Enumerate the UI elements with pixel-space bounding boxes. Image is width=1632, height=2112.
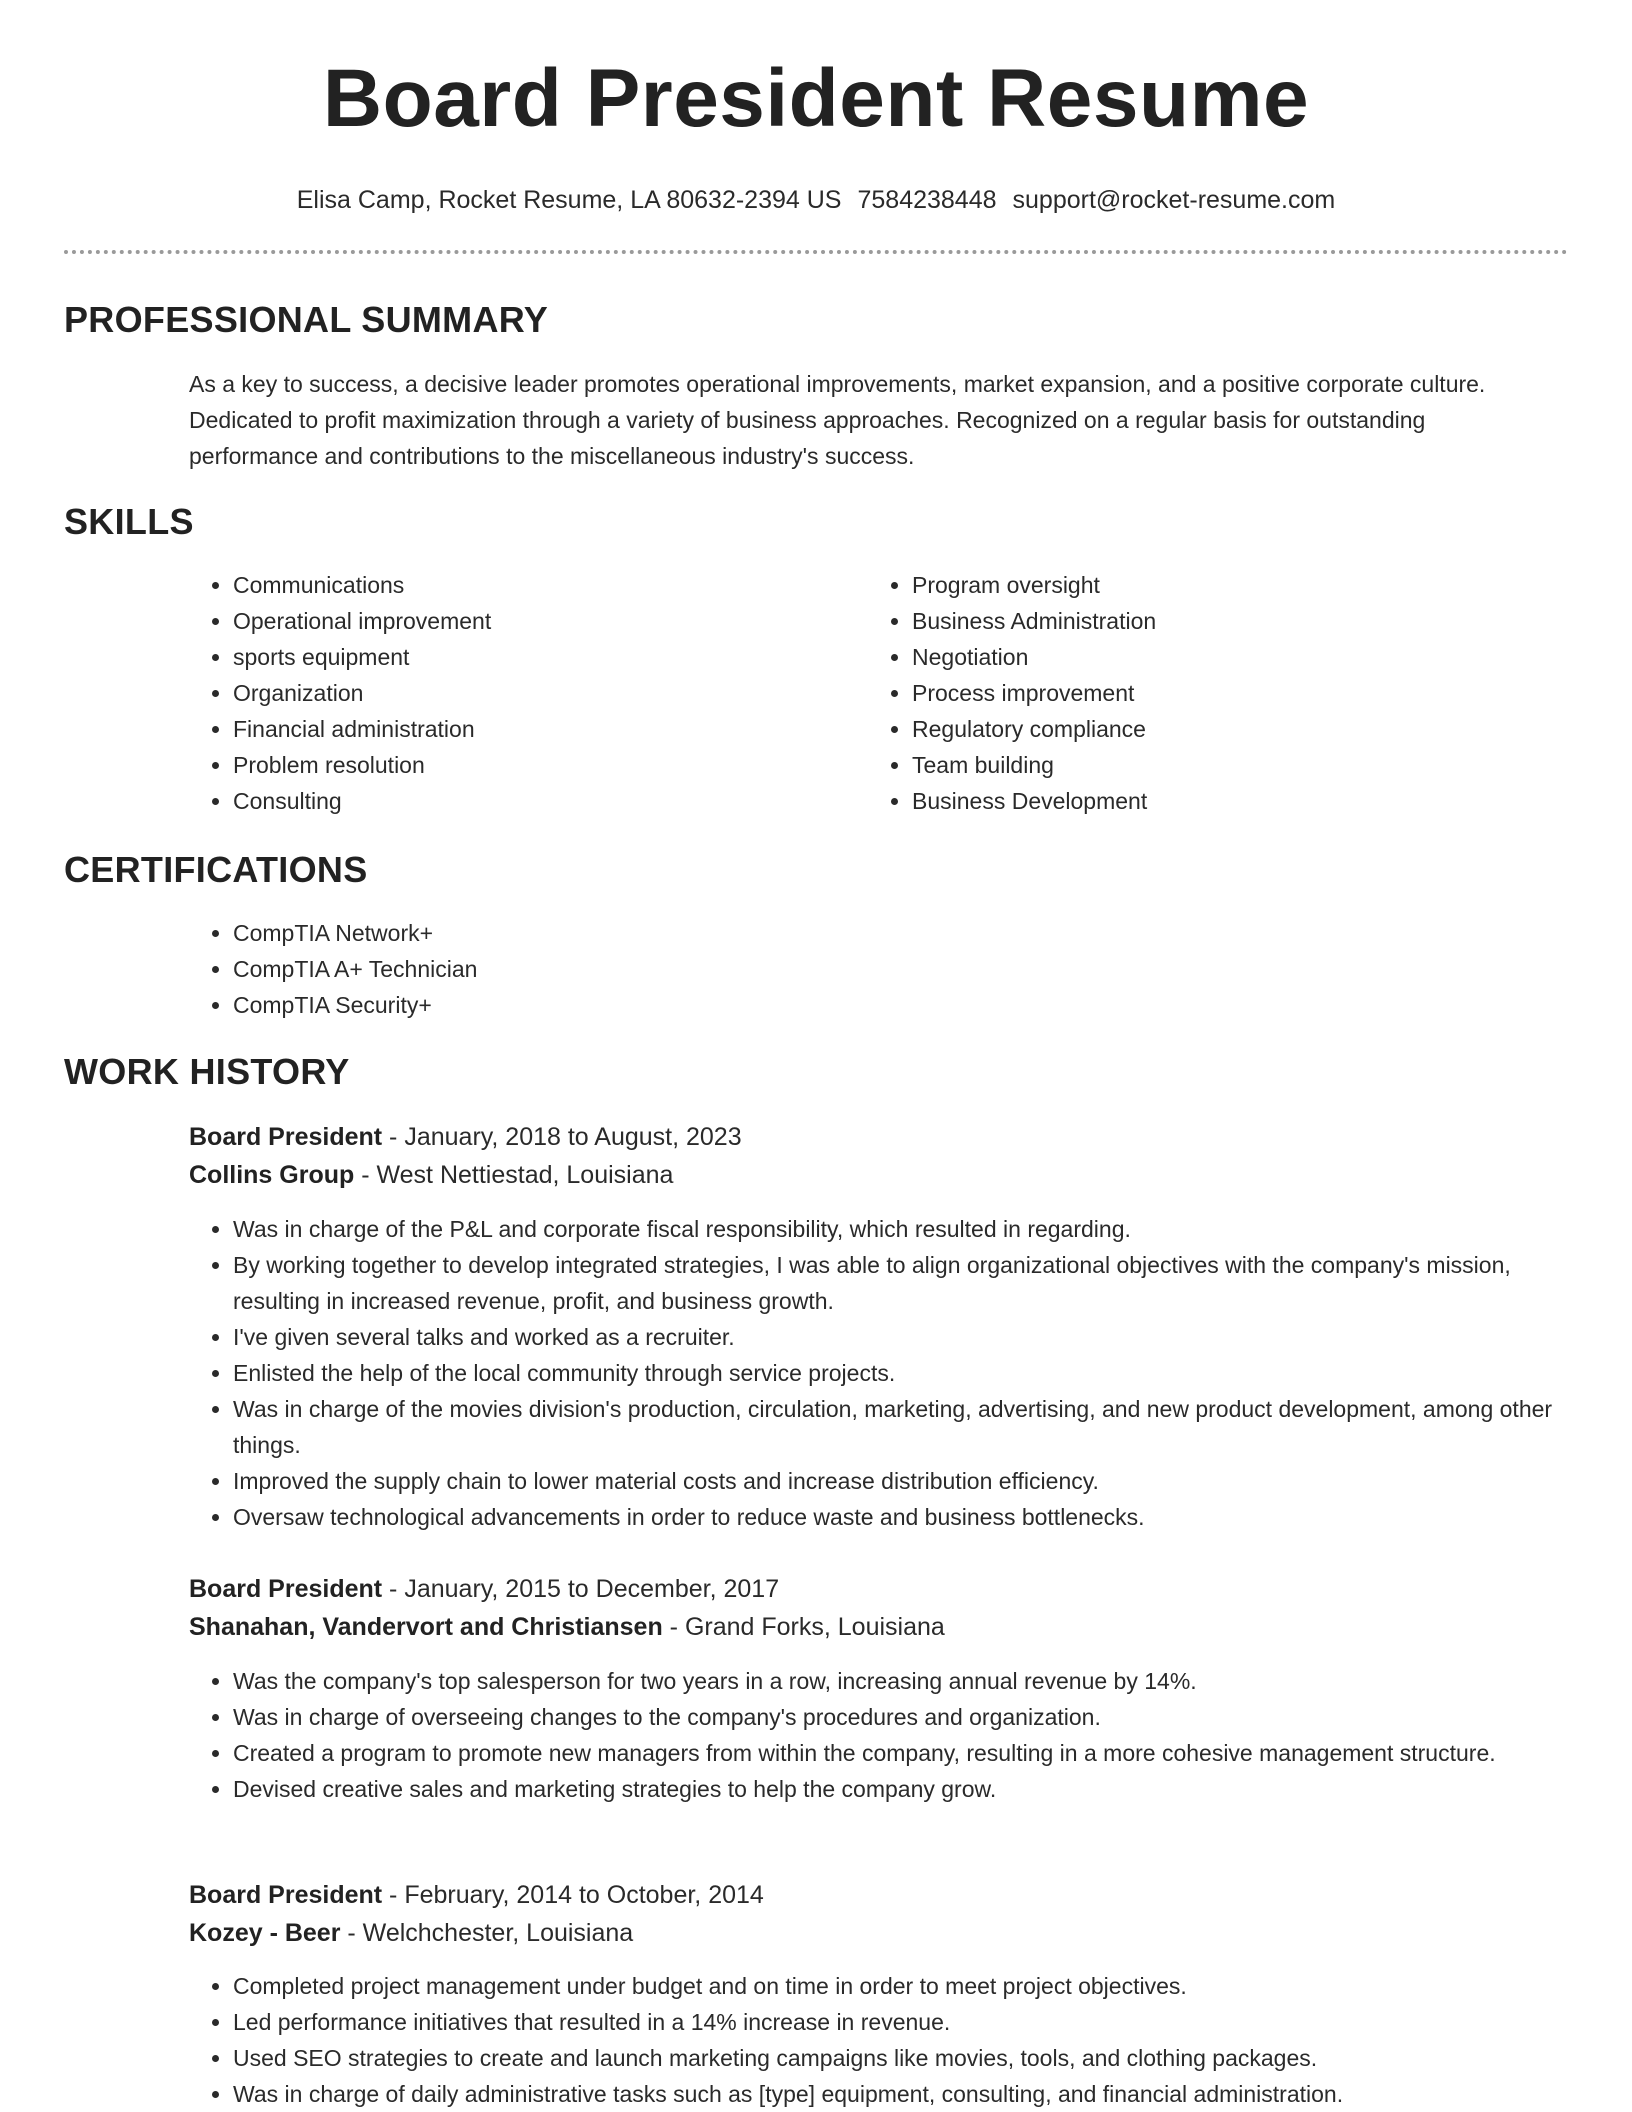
list-item: • Business Development	[912, 783, 1512, 819]
job-title-line	[189, 1118, 742, 1156]
resume-title: Board President Resume	[322, 53, 1310, 144]
list-item: • Communications	[233, 567, 813, 603]
list-item: • Used SEO strategies to create and launch marketing campaigns like movies, tools, and clothing packages.	[233, 2040, 1613, 2076]
skills-list-right	[868, 567, 1512, 819]
list-item: • Process improvement	[912, 675, 1512, 711]
job-role: Board President	[189, 1123, 383, 1151]
certifications-heading: CERTIFICATIONS	[64, 849, 368, 890]
contact-address: Elisa Camp, Rocket Resume, LA 80632-2394 US	[296, 186, 842, 214]
list-item: • Improved the supply chain to lower material costs and increase distribution efficiency.	[233, 1463, 1593, 1499]
contact-line	[0, 182, 1632, 218]
list-item: • Oversaw technological advancements in order to reduce waste and business bottlenecks.	[233, 1499, 1593, 1535]
job-dates: - January, 2018 to August, 2023	[382, 1123, 742, 1151]
list-item: • CompTIA A+ Technician	[233, 951, 1033, 987]
job-company-line	[189, 1608, 945, 1646]
job-company-line	[189, 1914, 633, 1952]
job-title-line	[189, 1570, 779, 1608]
list-item: • Program oversight	[912, 567, 1512, 603]
list-item: • sports equipment	[233, 639, 813, 675]
job-company: Shanahan, Vandervort and Christiansen	[189, 1613, 663, 1641]
job-location: - Grand Forks, Louisiana	[662, 1613, 945, 1641]
job-company-line	[189, 1156, 673, 1194]
list-item: • Created a program to promote new managers from within the company, resulting in a more cohesive management structure.	[233, 1735, 1593, 1771]
job-role: Board President	[189, 1575, 383, 1603]
list-item: • Was in charge of daily administrative tasks such as [type] equipment, consulting, and financial administration.	[233, 2076, 1613, 2112]
job-bullets	[189, 1968, 1613, 2112]
list-item: • Team building	[912, 747, 1512, 783]
list-item: • Organization	[233, 675, 813, 711]
job-location: - West Nettiestad, Louisiana	[354, 1161, 674, 1189]
list-item: • Devised creative sales and marketing strategies to help the company grow.	[233, 1771, 1593, 1807]
list-item: • By working together to develop integrated strategies, I was able to align organizational objectives with the company's mission, resulting in increased revenue, profit, and business growth.	[233, 1247, 1593, 1319]
job-company: Kozey - Beer	[189, 1919, 341, 1947]
list-item: • Led performance initiatives that resulted in a 14% increase in revenue.	[233, 2004, 1613, 2040]
list-item: • Consulting	[233, 783, 813, 819]
list-item: • I've given several talks and worked as a recruiter.	[233, 1319, 1593, 1355]
skills-heading: SKILLS	[64, 501, 194, 542]
list-item: • Was in charge of the movies division's production, circulation, marketing, advertising, and new product development, among other things.	[233, 1391, 1593, 1463]
header-divider	[64, 250, 1568, 254]
list-item: • Enlisted the help of the local community through service projects.	[233, 1355, 1593, 1391]
summary-text: As a key to success, a decisive leader promotes operational improvements, market expansion, and a positive corporate culture. Dedicated to profit maximization through a variety of business approaches. Recognized on a regular basis for outstanding performance and contributions to the miscellaneous industry's success.	[189, 371, 1486, 469]
work-history-heading: WORK HISTORY	[64, 1051, 350, 1092]
list-item: • Completed project management under budget and on time in order to meet project objectives.	[233, 1968, 1613, 2004]
job-location: - Welchchester, Louisiana	[340, 1919, 634, 1947]
list-item: • CompTIA Network+	[233, 915, 1033, 951]
job-title-line	[189, 1876, 764, 1914]
contact-phone: 7584238448	[857, 186, 997, 214]
list-item: • Problem resolution	[233, 747, 813, 783]
job-bullets	[189, 1663, 1593, 1807]
job-role: Board President	[189, 1881, 383, 1909]
list-item: • Operational improvement	[233, 603, 813, 639]
summary-heading: PROFESSIONAL SUMMARY	[64, 299, 549, 340]
certifications-list	[189, 915, 1033, 1023]
job-dates: - February, 2014 to October, 2014	[382, 1881, 764, 1909]
list-item: • Business Administration	[912, 603, 1512, 639]
job-dates: - January, 2015 to December, 2017	[382, 1575, 780, 1603]
list-item: • Was in charge of the P&L and corporate fiscal responsibility, which resulted in regarding.	[233, 1211, 1593, 1247]
list-item: • Was the company's top salesperson for two years in a row, increasing annual revenue by 14%.	[233, 1663, 1593, 1699]
list-item: • Was in charge of overseeing changes to the company's procedures and organization.	[233, 1699, 1593, 1735]
list-item: • Financial administration	[233, 711, 813, 747]
list-item: • Negotiation	[912, 639, 1512, 675]
job-company: Collins Group	[189, 1161, 355, 1189]
skills-list-left	[189, 567, 813, 819]
contact-email: support@rocket-resume.com	[1012, 186, 1336, 214]
job-bullets	[189, 1211, 1593, 1535]
list-item: • Regulatory compliance	[912, 711, 1512, 747]
list-item: • CompTIA Security+	[233, 987, 1033, 1023]
